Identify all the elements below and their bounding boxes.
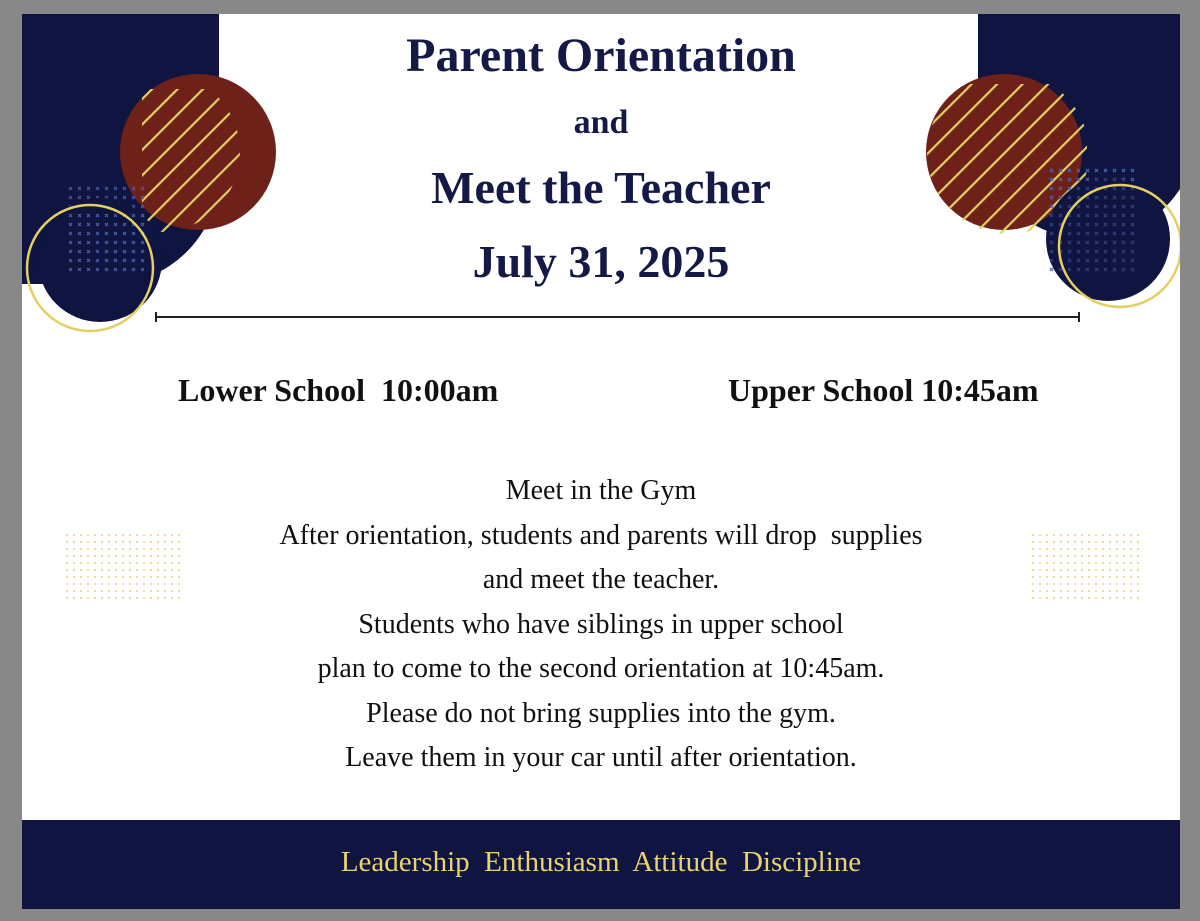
footer-motto: Leadership Enthusiasm Attitude Discipline (340, 846, 862, 878)
detail-line: Meet in the Gym (505, 475, 697, 506)
detail-line: plan to come to the second orientation at 10:45am. (317, 653, 885, 684)
detail-line: Leave them in your car until after orientation. (345, 742, 857, 773)
divider-line (155, 316, 1080, 318)
details-block (22, 469, 1180, 781)
flyer-page (22, 14, 1180, 909)
footer-banner (22, 820, 1180, 909)
title-and: and (573, 104, 629, 141)
detail-line: Please do not bring supplies into the gym. (366, 697, 836, 729)
lower-school-time: Lower School 10:00am (178, 372, 499, 408)
event-date: July 31, 2025 (472, 236, 730, 287)
detail-line: After orientation, students and parents will drop supplies (279, 519, 923, 551)
title-meet-the-teacher: Meet the Teacher (431, 162, 771, 213)
upper-school-time: Upper School 10:45am (728, 372, 1039, 408)
title-parent-orientation: Parent Orientation (406, 29, 796, 82)
detail-line: and meet the teacher. (482, 564, 720, 595)
detail-line: Students who have siblings in upper school (358, 608, 844, 640)
